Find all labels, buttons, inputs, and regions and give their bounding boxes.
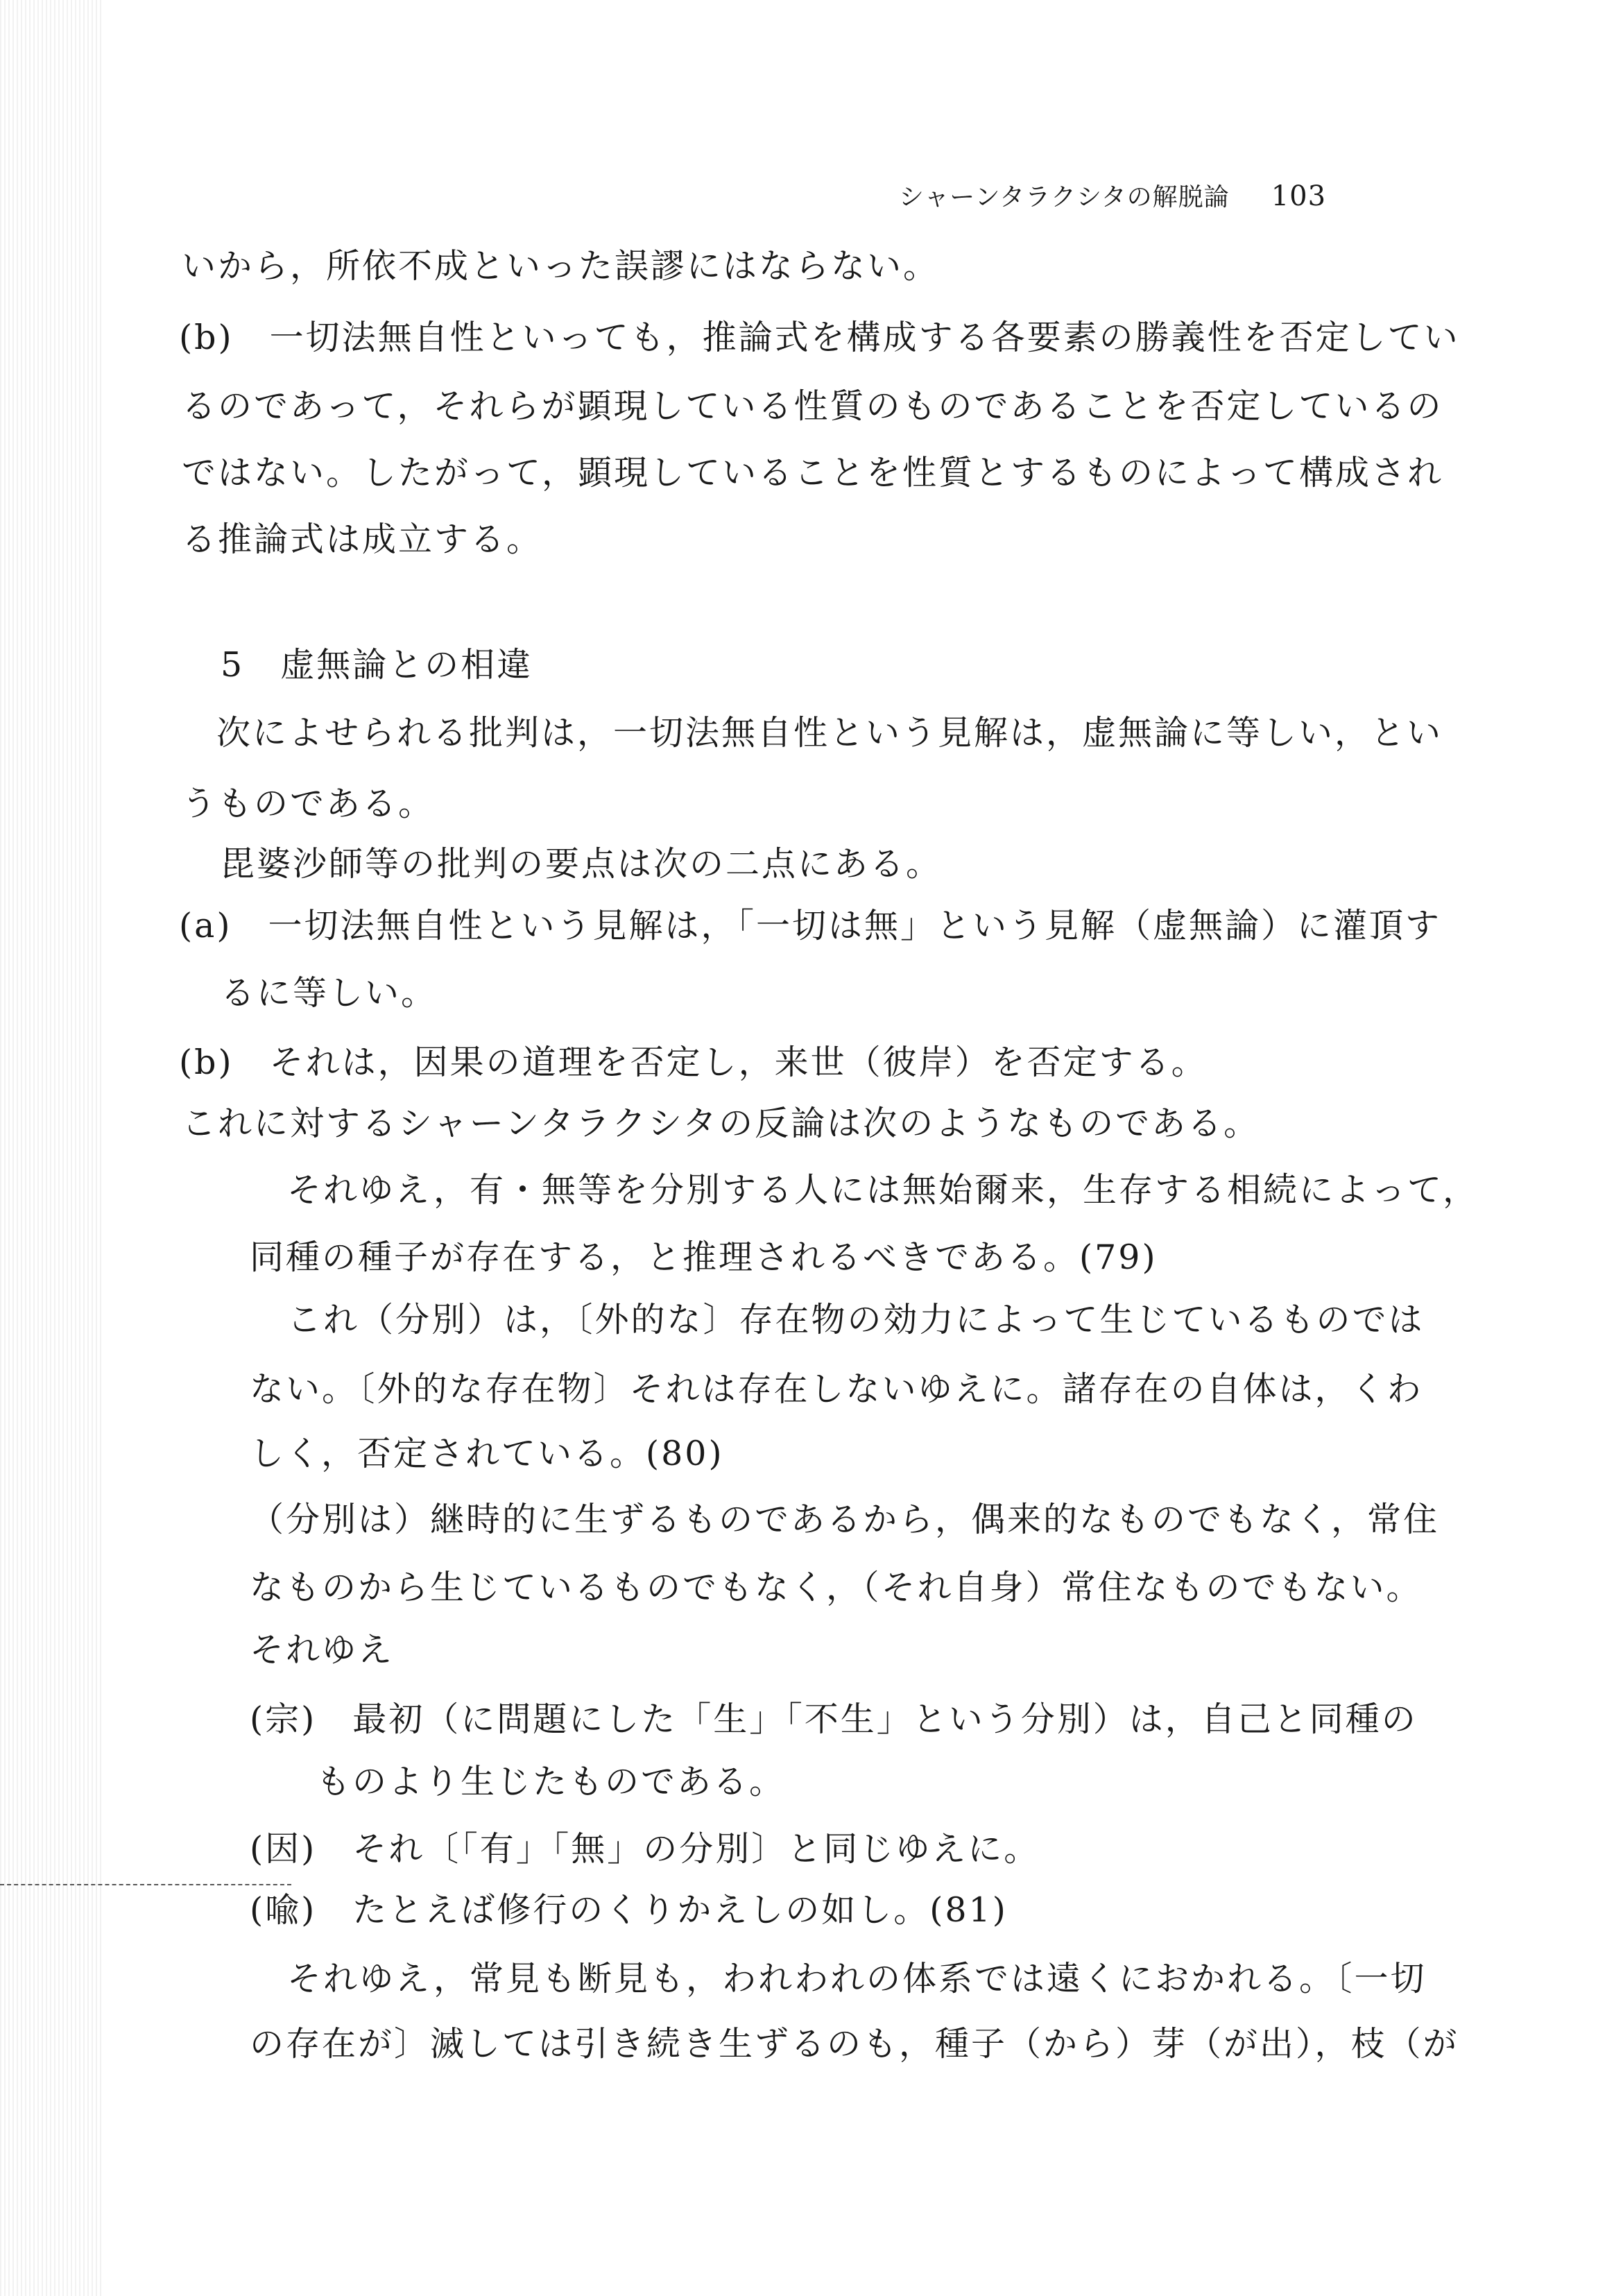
text-line: 次によせられる批判は，一切法無自性という見解は，虚無論に等しい，とい: [216, 713, 1443, 753]
text-line: る推論式は成立する。: [182, 520, 543, 559]
quote-line: （分別は）継時的に生ずるものであるから，偶来的なものでもなく，常住: [250, 1500, 1440, 1539]
text-line: ではない。したがって，顕現していることを性質とするものによって構成され: [182, 453, 1444, 492]
running-header: [899, 178, 1326, 213]
quote-line: ものより生じたものである。: [316, 1762, 786, 1801]
quote-line: それゆえ: [250, 1630, 395, 1670]
quote-line: それゆえ，常見も断見も，われわれの体系では遠くにおかれる。〔一切: [287, 1959, 1427, 1998]
quote-line: (喩) たとえば修行のくりかえしの如し。(81): [250, 1890, 1008, 1930]
text-line: 毘婆沙師等の批判の要点は次の二点にある。: [221, 844, 943, 884]
text-line: これに対するシャーンタラクシタの反論は次のようなものである。: [182, 1104, 1260, 1143]
text-line: るに等しい。: [221, 973, 438, 1013]
running-title: シャーンタラクシタの解脱論: [899, 183, 1230, 212]
quote-line: それゆえ，有・無等を分別する人には無始爾来，生存する相続によって，: [287, 1170, 1479, 1210]
text-line: (b) 一切法無自性といっても，推論式を構成する各要素の勝義性を否定してい: [179, 318, 1460, 357]
scan-edge-noise: [0, 0, 104, 2296]
quote-line: の存在が〕滅しては引き続き生ずるのも，種子（から）芽（が出），枝（が: [250, 2024, 1459, 2064]
page-number: 103: [1271, 180, 1327, 212]
quote-line: (宗) 最初（に問題にした「生」「不生」という分別）は，自己と同種の: [250, 1699, 1418, 1739]
quote-line: これ（分別）は，〔外的な〕存在物の効力によって生じているものでは: [287, 1300, 1425, 1339]
section-heading: 5 虚無論との相違: [221, 645, 533, 685]
quote-line: しく，否定されている。(80): [250, 1434, 724, 1473]
quote-line: (因) それ〔「有」「無」の分別〕と同じゆえに。: [250, 1829, 1040, 1869]
text-line: うものである。: [182, 784, 435, 823]
quote-line: ない。〔外的な存在物〕それは存在しないゆえに。諸存在の自体は，くわ: [250, 1369, 1423, 1409]
text-line: (a) 一切法無自性という見解は，「一切は無」という見解（虚無論）に灌頂す: [179, 906, 1441, 945]
text-line: るのであって，それらが顕現している性質のものであることを否定しているの: [182, 386, 1443, 426]
text-line: いから，所依不成といった誤謬にはならない。: [182, 246, 940, 286]
margin-dashed-line: [0, 1884, 291, 1885]
text-line: (b) それは，因果の道理を否定し，来世（彼岸）を否定する。: [179, 1043, 1208, 1082]
quote-line: 同種の種子が存在する，と推理されるべきである。(79): [250, 1237, 1158, 1277]
quote-line: なものから生じているものでもなく，（それ自身）常住なものでもない。: [250, 1568, 1423, 1607]
